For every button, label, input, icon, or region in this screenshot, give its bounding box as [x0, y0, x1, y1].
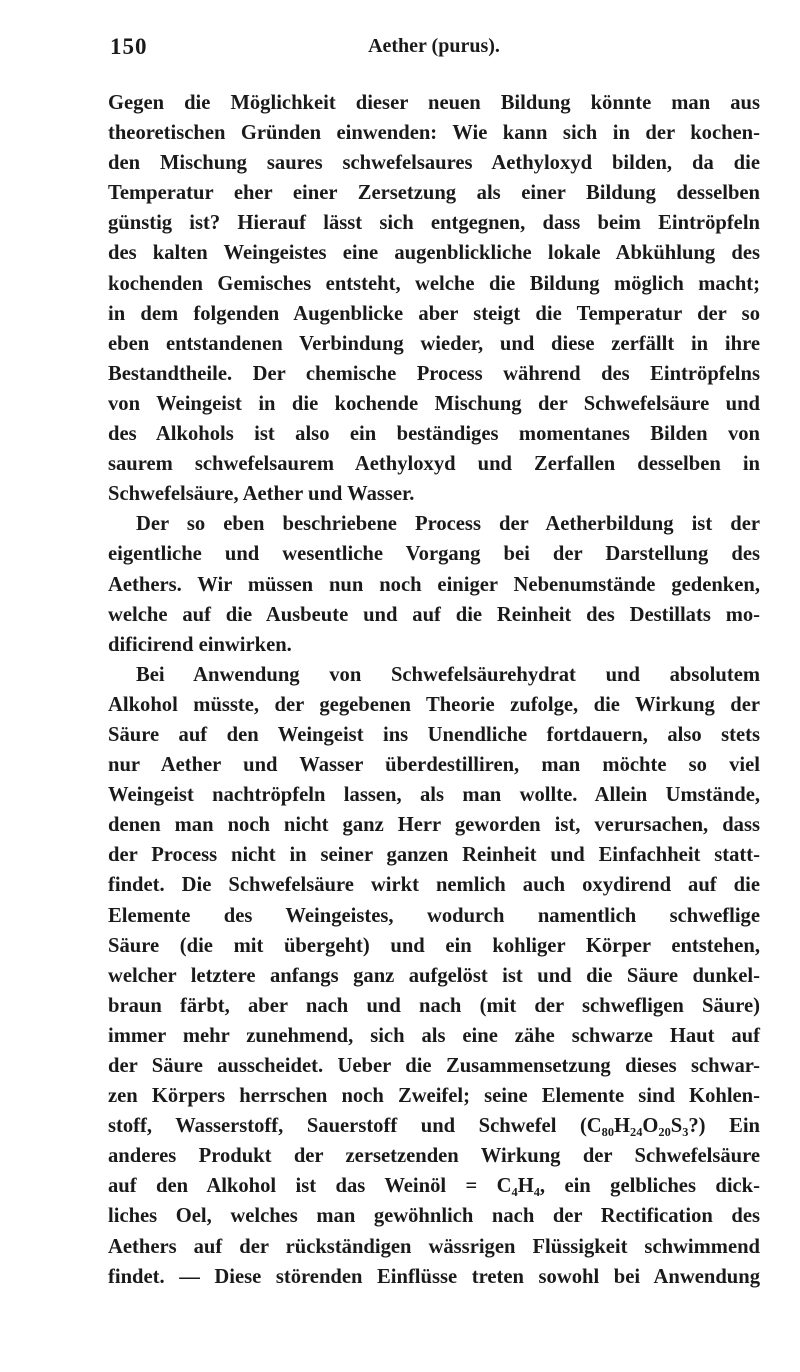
text-line: der Process nicht in seiner ganzen Reinheit und Einfachheit statt- [108, 844, 760, 867]
text-line: des kalten Weingeistes eine augenblickliche lokale Abkühlung des [108, 242, 760, 265]
text-line: eigentliche und wesentliche Vorgang bei der Darstellung des [108, 543, 760, 566]
book-page [108, 30, 760, 1292]
text-line: welcher letztere anfangs ganz aufgelöst ist und die Säure dunkel- [108, 964, 760, 987]
text-line: kochenden Gemisches entsteht, welche die Bildung möglich macht; [108, 272, 760, 295]
text-line: braun färbt, aber nach und nach (mit der schwefligen Säure) [108, 994, 760, 1017]
text-line: dificirend einwirken. [108, 633, 292, 656]
text-line: günstig ist? Hierauf lässt sich entgegnen, dass beim Eintröpfeln [108, 212, 760, 235]
text-line: denen man noch nicht ganz Herr geworden ist, verursachen, dass [108, 814, 760, 837]
text-line: Schwefelsäure, Aether und Wasser. [108, 483, 415, 506]
text-line: liches Oel, welches man gewöhnlich nach der Rectification des [108, 1205, 760, 1228]
text-line: Weingeist nachtröpfeln lassen, als man wollte. Allein Umstände, [108, 784, 760, 807]
text-line: findet. Die Schwefelsäure wirkt nemlich auch oxydirend auf die [108, 874, 760, 897]
text-line: saurem schwefelsaurem Aethyloxyd und Zerfallen desselben in [108, 453, 760, 476]
text-line: Elemente des Weingeistes, wodurch namentlich schweflige [108, 904, 760, 927]
text-line: zen Körpers herrschen noch Zweifel; seine Elemente sind Kohlen- [108, 1085, 760, 1108]
text-line: welche auf die Ausbeute und auf die Reinheit des Destillats mo- [108, 603, 760, 626]
text-line: Gegen die Möglichkeit dieser neuen Bildung könnte man aus [108, 92, 760, 114]
text-line: Aethers. Wir müssen nun noch einiger Nebenumstände gedenken, [108, 573, 760, 596]
text-line: von Weingeist in die kochende Mischung der Schwefelsäure und [108, 392, 760, 415]
text-line: auf den Alkohol ist das Weinöl = C₄H₄, ein gelbliches dick- [108, 1175, 760, 1198]
text-line: den Mischung saures schwefelsaures Aethyloxyd bilden, da die [108, 152, 760, 175]
text-line: stoff, Wasserstoff, Sauerstoff und Schwefel (C₈₀H₂₄O₂₀S₃?) Ein [108, 1115, 760, 1138]
text-line: in dem folgenden Augenblicke aber steigt die Temperatur der so [108, 302, 760, 325]
paragraph [108, 509, 760, 659]
text-line: des Alkohols ist also ein beständiges momentanes Bilden von [108, 423, 760, 446]
text-line: der Säure ausscheidet. Ueber die Zusammensetzung dieses schwar- [108, 1055, 760, 1077]
paragraph [108, 88, 760, 509]
text-line: Säure auf den Weingeist ins Unendliche fortdauern, also stets [108, 723, 760, 746]
body-text [108, 88, 760, 1292]
text-line: findet. — Diese störenden Einflüsse treten sowohl bei Anwendung [108, 1265, 760, 1288]
paragraph [108, 660, 760, 1292]
text-line: Bestandtheile. Der chemische Process während des Eintröpfelns [108, 362, 760, 385]
text-line: Temperatur eher einer Zersetzung als einer Bildung desselben [108, 182, 760, 205]
text-line: Der so eben beschriebene Process der Aetherbildung ist der [136, 513, 760, 536]
text-line: anderes Produkt der zersetzenden Wirkung der Schwefelsäure [108, 1145, 760, 1168]
text-line: theoretischen Gründen einwenden: Wie kann sich in der kochen- [108, 122, 760, 145]
running-title: Aether (purus). [368, 35, 500, 57]
text-line: Säure (die mit übergeht) und ein kohliger Körper entstehen, [108, 934, 760, 957]
running-head [108, 30, 760, 66]
text-line: nur Aether und Wasser überdestilliren, man möchte so viel [108, 754, 760, 777]
text-line: Alkohol müsste, der gegebenen Theorie zufolge, die Wirkung der [108, 693, 760, 716]
text-line: Bei Anwendung von Schwefelsäurehydrat und absolutem [136, 663, 760, 686]
text-line: Aethers auf der rückständigen wässrigen Flüssigkeit schwimmend [108, 1235, 760, 1258]
text-line: eben entstandenen Verbindung wieder, und diese zerfällt in ihre [108, 332, 760, 355]
text-line: immer mehr zunehmend, sich als eine zähe schwarze Haut auf [108, 1024, 760, 1047]
page-number: 150 [110, 34, 148, 59]
